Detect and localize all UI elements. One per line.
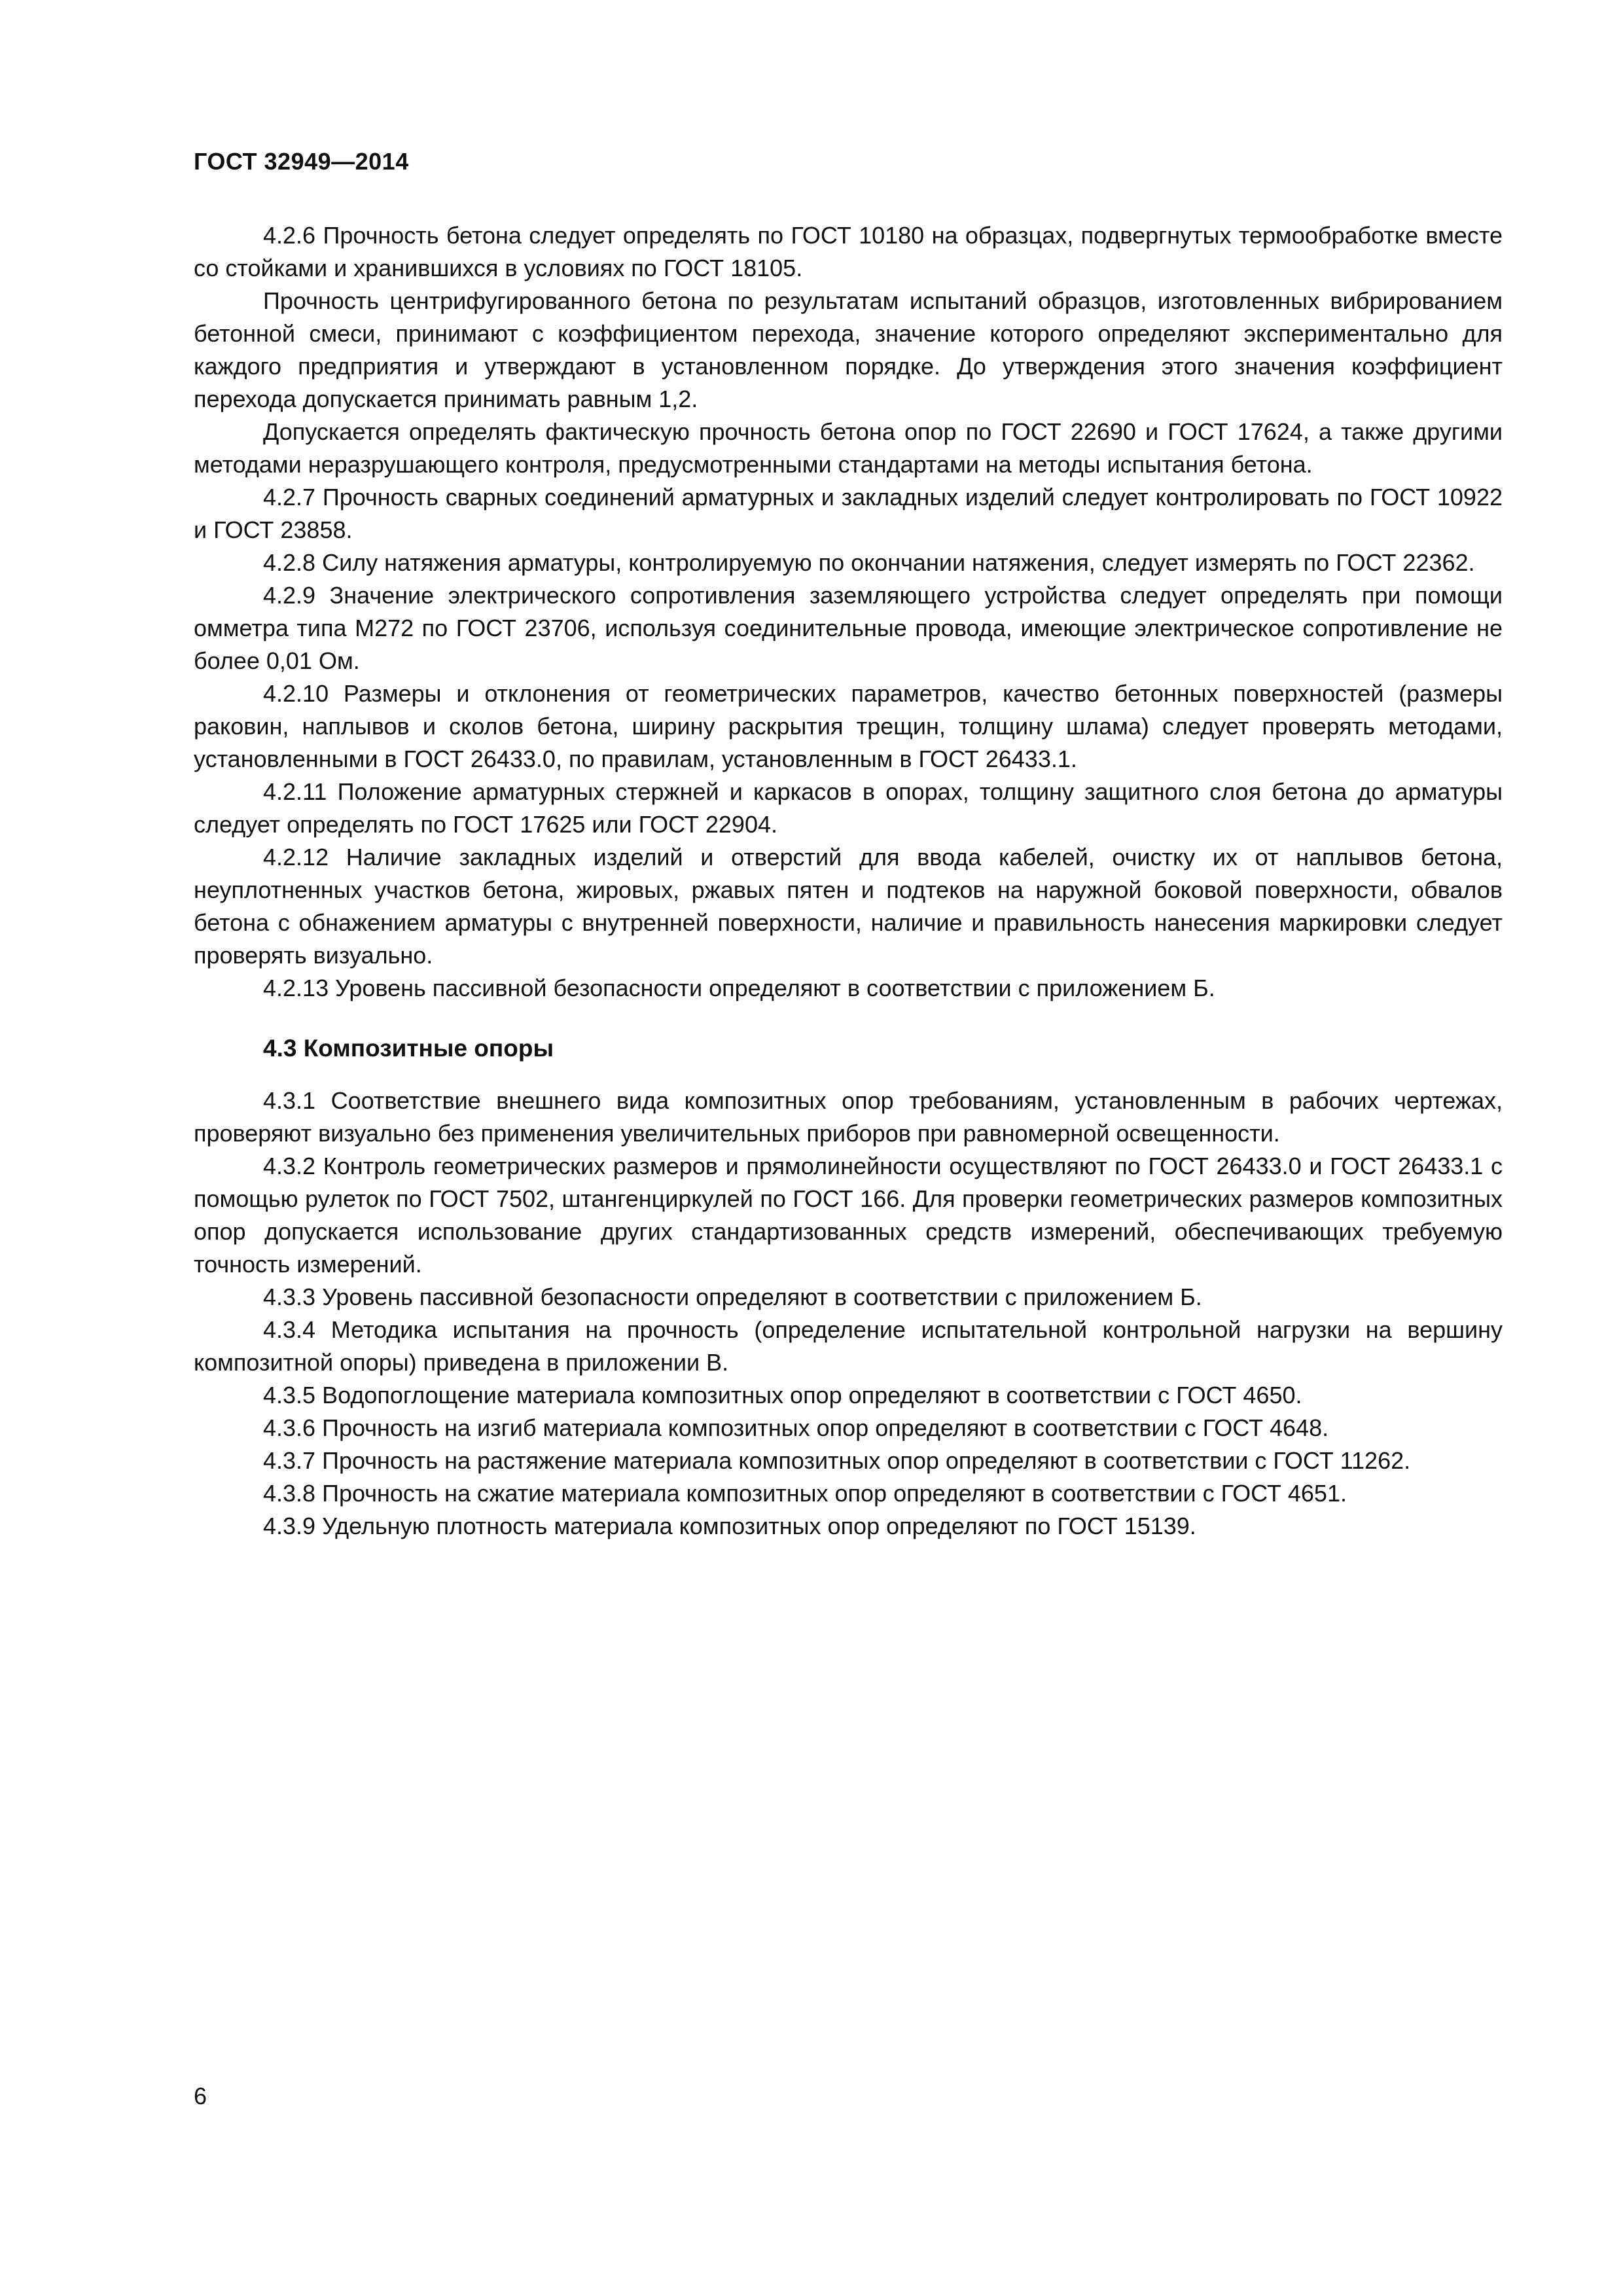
paragraph-4-2-7: 4.2.7 Прочность сварных соединений арматурных и закладных изделий следует контролировать по ГОСТ 10922 и ГОСТ 23858.	[194, 484, 1503, 543]
paragraph-4-3-8: 4.3.8 Прочность на сжатие материала композитных опор определяют в соответствии с ГОСТ 4651.	[263, 1480, 1347, 1507]
document-body	[194, 219, 1503, 1543]
paragraph-4-2-8: 4.2.8 Силу натяжения арматуры, контролируемую по окончании натяжения, следует измерять по ГОСТ 22362.	[263, 549, 1475, 576]
paragraph-centrifuged-concrete: Прочность центрифугированного бетона по результатам испытаний образцов, изготовленных вибрированием бетонной смеси, принимают с коэффициентом перехода, значение которого определяют экспериментально для каждого предприятия и утверждают в установленном порядке. До утверждения этого значения коэффициент перехода допускается принимать равным 1,2.	[194, 287, 1503, 412]
paragraph-4-3-7: 4.3.7 Прочность на растяжение материала композитных опор определяют в соответствии с ГОСТ 11262.	[263, 1447, 1411, 1474]
paragraph-4-2-6: 4.2.6 Прочность бетона следует определять по ГОСТ 10180 на образцах, подвергнутых термообработке вместе со стойками и хранившихся в условиях по ГОСТ 18105.	[194, 222, 1503, 281]
paragraph-4-3-4: 4.3.4 Методика испытания на прочность (определение испытательной контрольной нагрузки на вершину композитной опоры) приведена в приложении В.	[194, 1316, 1503, 1376]
section-heading-4-3: 4.3 Композитные опоры	[263, 1035, 554, 1062]
paragraph-4-2-9: 4.2.9 Значение электрического сопротивления заземляющего устройства следует определять при помощи омметра типа М272 по ГОСТ 23706, используя соединительные провода, имеющие электрическое сопротивление не более 0,01 Ом.	[194, 582, 1503, 674]
paragraph-4-3-1: 4.3.1 Соответствие внешнего вида композитных опор требованиям, установленным в рабочих чертежах, проверяют визуально без применения увеличительных приборов при равномерной освещенности.	[194, 1087, 1503, 1147]
paragraph-4-3-6: 4.3.6 Прочность на изгиб материала композитных опор определяют в соответствии с ГОСТ 4648.	[263, 1414, 1329, 1441]
paragraph-4-3-9: 4.3.9 Удельную плотность материала композитных опор определяют по ГОСТ 15139.	[263, 1513, 1196, 1539]
paragraph-4-2-10: 4.2.10 Размеры и отклонения от геометрических параметров, качество бетонных поверхностей (размеры раковин, наплывов и сколов бетона, ширину раскрытия трещин, толщину шлама) следует проверять методами, установленными в ГОСТ 26433.0, по правилам, установленным в ГОСТ 26433.1.	[194, 680, 1503, 772]
paragraph-4-3-5: 4.3.5 Водопоглощение материала композитных опор определяют в соответствии с ГОСТ 4650.	[263, 1382, 1302, 1408]
paragraph-nondestructive-control: Допускается определять фактическую прочность бетона опор по ГОСТ 22690 и ГОСТ 17624, а также другими методами неразрушающего контроля, предусмотренными стандартами на методы испытания бетона.	[194, 418, 1503, 478]
paragraph-4-3-2: 4.3.2 Контроль геометрических размеров и прямолинейности осуществляют по ГОСТ 26433.0 и ГОСТ 26433.1 с помощью рулеток по ГОСТ 7502, штангенциркулей по ГОСТ 166. Для проверки геометрических размеров композитных опор допускается использование других стандартизованных средств измерений, обеспечивающих требуемую точность измерений.	[194, 1153, 1503, 1278]
paragraph-4-2-11: 4.2.11 Положение арматурных стержней и каркасов в опорах, толщину защитного слоя бетона до арматуры следует определять по ГОСТ 17625 или ГОСТ 22904.	[194, 778, 1503, 838]
document-code-header: ГОСТ 32949—2014	[194, 148, 409, 175]
paragraph-4-3-3: 4.3.3 Уровень пассивной безопасности определяют в соответствии с приложением Б.	[263, 1283, 1202, 1310]
paragraph-4-2-12: 4.2.12 Наличие закладных изделий и отверстий для ввода кабелей, очистку их от наплывов бетона, неуплотненных участков бетона, жировых, ржавых пятен и подтеков на наружной боковой поверхности, обвалов бетона с обнажением арматуры с внутренней поверхности, наличие и правильность нанесения маркировки следует проверять визуально.	[194, 844, 1503, 969]
page-number: 6	[194, 2083, 207, 2109]
paragraph-4-2-13: 4.2.13 Уровень пассивной безопасности определяют в соответствии с приложением Б.	[263, 975, 1215, 1001]
